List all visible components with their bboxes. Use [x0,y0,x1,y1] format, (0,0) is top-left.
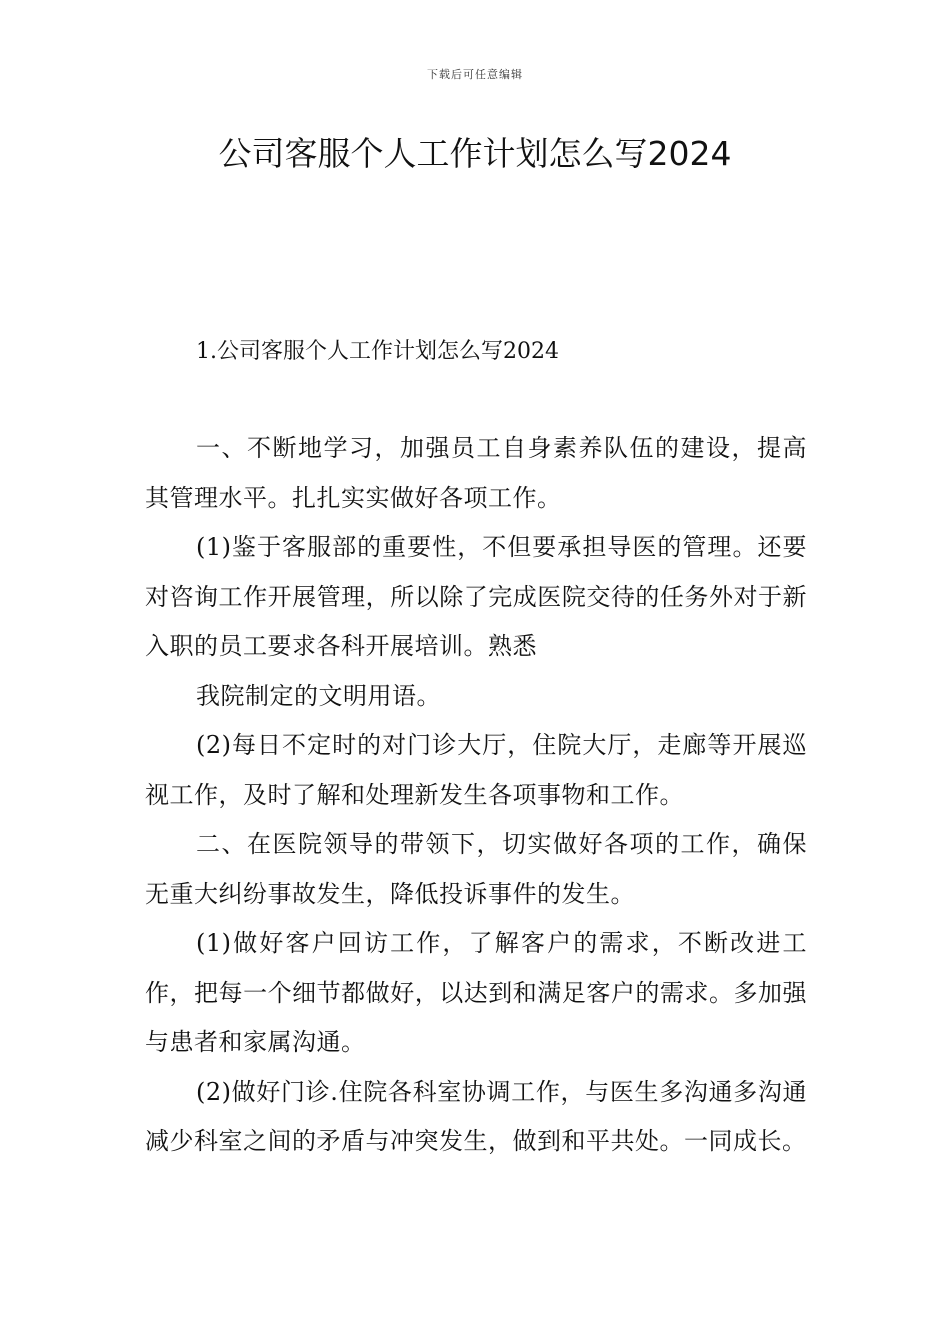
paragraph: 我院制定的文明用语。 [196,681,441,710]
paragraph: (2)做好门诊.住院各科室协调工作，与医生多沟通多沟通减少科室之间的矛盾与冲突发生，做到和平共处。一同成长。 [145,1077,807,1155]
paragraph: 二、在医院领导的带领下，切实做好各项的工作，确保无重大纠纷事故发生，降低投诉事件的发生。 [145,830,807,908]
paragraph: (1)鉴于客服部的重要性，不但要承担导医的管理。还要对咨询工作开展管理，所以除了完成医院交待的任务外对于新入职的员工要求各科开展培训。熟悉 [145,533,807,660]
document-title: 公司客服个人工作计划怎么写2024 [218,134,732,173]
section-heading: 1.公司客服个人工作计划怎么写2024 [196,339,559,364]
paragraph: 一、不断地学习，加强员工自身素养队伍的建设，提高其管理水平。扎扎实实做好各项工作。 [145,434,807,512]
document-body [145,424,807,1167]
paragraph: (2)每日不定时的对门诊大厅，住院大厅，走廊等开展巡视工作，及时了解和处理新发生各项事物和工作。 [145,731,807,809]
paragraph: (1)做好客户回访工作，了解客户的需求，不断改进工作，把每一个细节都做好，以达到和满足客户的需求。多加强与患者和家属沟通。 [145,929,807,1056]
page-header-note: 下载后可任意编辑 [427,68,523,81]
